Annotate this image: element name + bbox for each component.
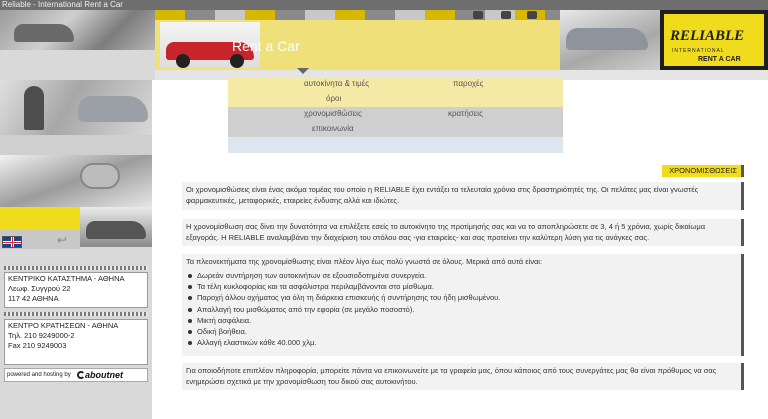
store-address-box	[4, 272, 148, 308]
list-item: Οδική βοήθεια.	[188, 326, 741, 337]
list-item: Τα τέλη κυκλοφορίας και τα ασφάλιστρα περιλαμβάνονται στο μίσθωμα.	[188, 281, 741, 292]
list-item: Παροχή άλλου οχήματος για όλη τη διάρκεια επισκευής ή συντήρησης του ήδη μισθωμένου.	[188, 292, 741, 303]
divider	[4, 312, 148, 316]
store-city: 117 42 ΑΘΗΝΑ	[8, 294, 59, 303]
left-sidebar	[0, 80, 152, 419]
uk-flag-icon[interactable]	[2, 236, 22, 248]
header-grey-car-image	[560, 10, 660, 70]
nav-row	[228, 77, 563, 92]
content-block-intro	[182, 182, 744, 210]
page-title: ΧΡΟΝΟΜΙΣΘΩΣΕΙΣ	[669, 166, 737, 175]
booking-fax: Fax 210 9249003	[8, 341, 67, 350]
benefits-list	[182, 270, 741, 348]
store-title: ΚΕΝΤΡΙΚΟ ΚΑΤΑΣΤΗΜΑ - ΑΘΗΝΑ	[8, 274, 125, 283]
divider	[4, 266, 148, 270]
paragraph: Τα πλεονεκτήματα της χρονομίσθωσης είναι πλέον λίγο έως πολύ γνωστά σε όλους. Μερικά από αυτά είναι:	[186, 257, 543, 266]
content-block-contact	[182, 363, 744, 390]
window-title: Reliable - International Rent a Car	[2, 0, 123, 9]
nav-row	[228, 107, 563, 122]
sidebar-photo-car	[80, 207, 152, 247]
sidebar-yellow-block	[0, 207, 80, 229]
nav-item-leasing[interactable]: χρονομισθώσεις	[304, 109, 362, 118]
booking-title: ΚΕΝΤΡΟ ΚΡΑΤΗΣΕΩΝ - ΑΘΗΝΑ	[8, 321, 119, 330]
aboutnet-logo-icon	[77, 371, 85, 379]
nav-item-reservations[interactable]: κρατήσεις	[448, 109, 483, 118]
sidebar-photo-keys	[0, 155, 152, 207]
powered-by-link[interactable]	[4, 368, 148, 382]
paragraph: Για οποιοδήποτε επιπλέον πληροφορία, μπορείτε πάντα να επικοινωνείτε με τα γραφεία μας, όπου κάποιος από τους συνεργάτες μας θα είναι πρόθυμος να σας ενημερώσει σχετικά με την χρονομίσθωση του δικού σας αυτοκινήτου.	[186, 366, 717, 386]
list-item: Αλλαγή ελαστικών κάθε 40.000 χλμ.	[188, 337, 741, 348]
sidebar-photo-customer	[0, 80, 152, 135]
phone-icon	[527, 11, 537, 19]
header-icon-stripe	[155, 10, 560, 20]
eye-icon	[501, 11, 511, 19]
powered-text: powered and hosting by	[7, 372, 71, 378]
header-banner	[0, 10, 768, 80]
store-street: Λεωφ. Συγγρού 22	[8, 284, 71, 293]
nav-row	[228, 122, 563, 137]
nav-item-cars-prices[interactable]: αυτοκίνητα & τιμές	[304, 79, 370, 88]
list-item: Μικτή ασφάλεια.	[188, 315, 741, 326]
powered-brand: aboutnet	[85, 370, 123, 380]
content-block-benefits	[182, 254, 744, 356]
logo-sub: INTERNATIONAL	[672, 48, 725, 54]
nav-item-terms[interactable]: όροι	[326, 94, 342, 103]
sidebar-spacer	[0, 135, 152, 155]
nav-item-contact[interactable]: επικοινωνία	[312, 124, 354, 133]
car-icon	[473, 11, 483, 19]
nav-row	[228, 92, 563, 107]
header-photo-cars	[0, 10, 155, 50]
back-arrow-icon[interactable]: ↩	[56, 233, 68, 247]
header-tagline: Rent a Car	[232, 38, 300, 54]
list-item: Απαλλαγή του μισθώματος από την εφορία (σε μεγάλο ποσοστό).	[188, 304, 741, 315]
paragraph: Οι χρονομισθώσεις είναι ένας ακόμα τομέας του οποίο η RELIABLE έχει εντάξει τα τελευταία χρόνια στις δραστηριότητές της. Οι πελάτες μας είναι γνωστές φαρμακευτικές, μεταφορικές, εταιρείες ένδυσης αλλά και ιδιώτες.	[186, 185, 699, 205]
section-title-box	[662, 165, 744, 177]
nav-item-services[interactable]: παροχές	[453, 79, 484, 88]
nav-row	[228, 137, 563, 153]
list-item: Δωρεάν συντήρηση των αυτοκινήτων σε εξουσιοδοτημένα συνεργεία.	[188, 270, 741, 281]
logo-sub2: RENT A CAR	[698, 56, 741, 63]
logo-brand: RELIABLE	[670, 28, 745, 44]
chevron-down-icon	[297, 68, 309, 74]
main-nav	[228, 77, 563, 153]
paragraph: Η χρονομίσθωση σας δίνει την δυνατότητα να επιλέξετε εσείς το αυτοκίνητο της προτίμησής σας και να το αποπληρώσετε σε 3, 4 ή 5 χρόνια, χωρίς δικαίωμα εξαγοράς. Η RELIABLE αναλαμβάνει την διαχείριση του στόλου σας -για εταιρείες- και σας προτείνει την καλύτερη λύση για τις ανάγκες σας.	[186, 222, 706, 242]
content-block-leasing	[182, 219, 744, 246]
booking-phone: Τηλ. 210 9249000-2	[8, 331, 75, 340]
reliable-logo[interactable]	[660, 10, 768, 70]
window-title-bar	[0, 0, 768, 10]
booking-center-box	[4, 319, 148, 365]
